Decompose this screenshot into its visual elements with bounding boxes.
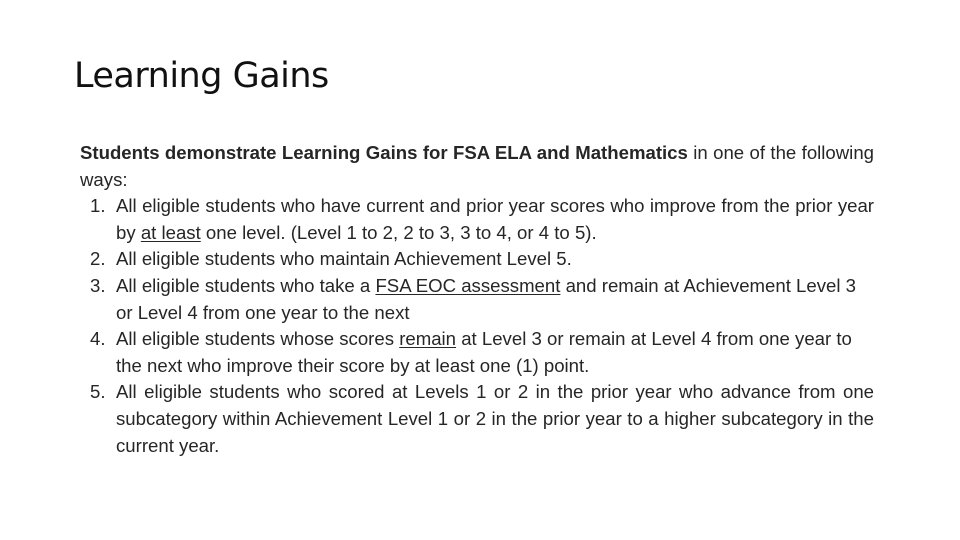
list-item-2 xyxy=(80,246,874,273)
list-number: 4. xyxy=(90,328,106,350)
slide-title: Learning Gains xyxy=(74,56,329,96)
list-text: one level. (Level 1 to 2, 2 to 3, 3 to 4, or 4 to 5). xyxy=(200,221,597,243)
list-text: at Level 3 or remain at Level 4 from one year to the next who improve their score by at least one (1) point. xyxy=(116,328,852,376)
list-text: and remain at Achievement Level 3 or Level 4 from one year to the next xyxy=(116,274,857,323)
list-item-4 xyxy=(80,326,874,379)
list-number: 1. xyxy=(90,195,106,217)
intro-paragraph xyxy=(80,140,874,193)
list-number: 3. xyxy=(90,274,106,296)
list-number: 5. xyxy=(90,381,106,403)
underlined-text: FSA EOC assessment xyxy=(375,274,561,296)
list-text: All eligible students who have current and prior year scores who improve from the prior year by xyxy=(116,195,874,243)
list-item-3 xyxy=(80,273,874,326)
underlined-text: at least xyxy=(140,221,201,243)
list-item-1 xyxy=(80,193,874,246)
list-text: All eligible students who take a xyxy=(116,274,376,296)
content-block xyxy=(80,140,874,459)
list-text: All eligible students whose scores xyxy=(116,328,400,350)
list-text: All eligible students who scored at Levels 1 or 2 in the prior year who advance from one subcategory within Achievement Level 1 or 2 in the prior year to a higher subcategory in the current year. xyxy=(116,381,874,456)
list-item-5 xyxy=(80,379,874,459)
list-text: All eligible students who maintain Achievement Level 5. xyxy=(116,248,572,270)
underlined-text: remain xyxy=(399,328,457,350)
intro-bold-text: Students demonstrate Learning Gains for FSA ELA and Mathematics xyxy=(80,142,688,163)
intro-text: in one of the following ways: xyxy=(80,142,874,190)
learning-gains-list xyxy=(80,193,874,459)
list-number: 2. xyxy=(90,248,106,270)
